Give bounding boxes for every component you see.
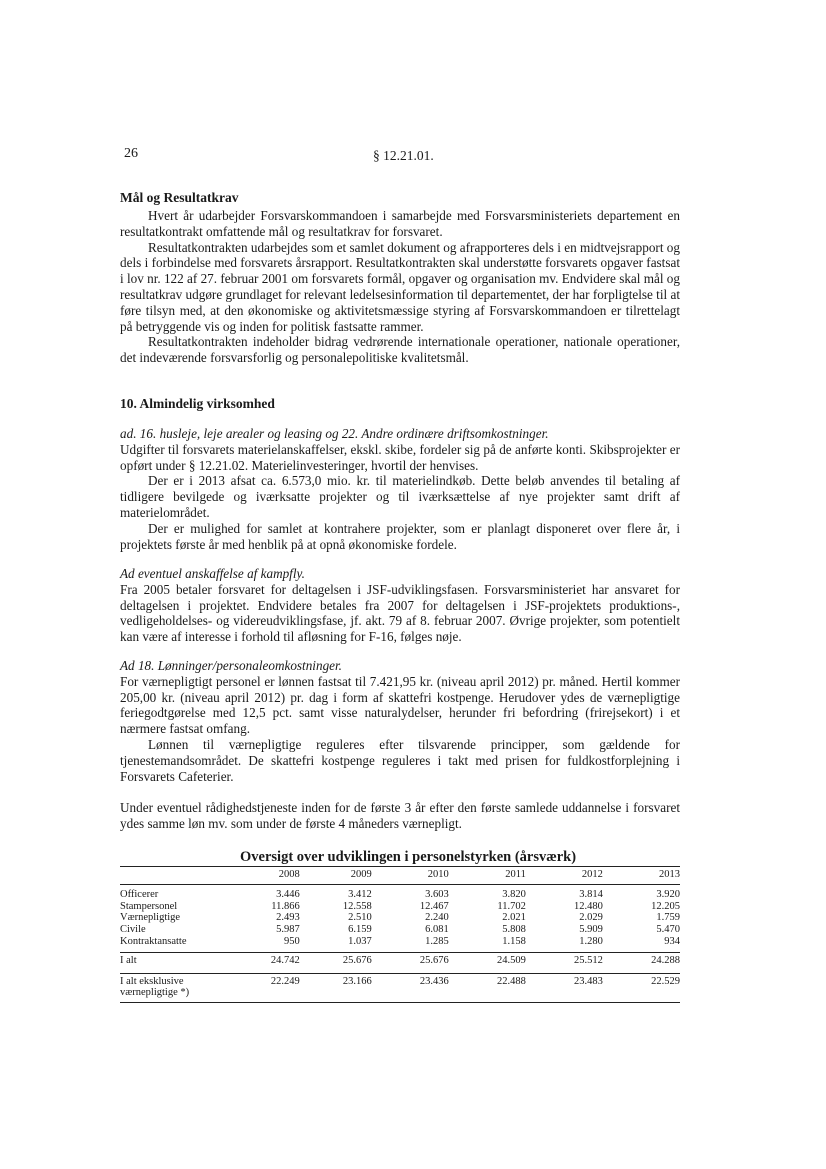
cell: 2.493 (276, 912, 300, 924)
paragraph: Resultatkontrakten indeholder bidrag vedrørende internationale operationer, nationale operationer, det indeværende forsvarsforlig og personalepolitiske kvalitetsmål. (120, 334, 680, 366)
cell: 12.558 (342, 900, 372, 912)
paragraph: For værnepligtigt personel er lønnen fastsat til 7.421,95 kr. (niveau april 2012) pr. måned. Hertil kommer 205,00 kr. (niveau april 2012) pr. dag i form af skattefri kostpenge. Herudover ydes de værnepligtige feriegodtgørelse med 12,5 pct. samt visse naturalydelser, herunder fri befordring (frirejsekort) i et nærmere fastsat omfang. (120, 673, 680, 737)
header-empty (120, 867, 233, 885)
row-label: Civile (120, 924, 146, 936)
cell: 24.742 (233, 952, 300, 973)
cell: 3.920 (656, 888, 680, 900)
cell: 22.249 (233, 973, 300, 1003)
column-header: 2009 (300, 867, 372, 885)
section-ad18 (120, 658, 680, 832)
page-number: 26 (124, 146, 138, 161)
cell: 934 (664, 935, 680, 947)
row-label: Værnepligtige (120, 912, 181, 924)
section-ad16 (120, 426, 680, 552)
row-label: Kontraktansatte (120, 935, 187, 947)
subheading-kampfly: Ad eventuel anskaffelse af kampfly. (120, 566, 305, 581)
cell: 12.205 (651, 900, 680, 912)
cell: 22.529 (603, 973, 680, 1003)
cell: 950 (284, 935, 300, 947)
cell: 5.909 (579, 924, 603, 936)
heading-almindelig-virksomhed: 10. Almindelig virksomhed (120, 396, 275, 411)
cell: 1.759 (656, 912, 680, 924)
cell: 23.483 (526, 973, 603, 1003)
cell: 23.436 (372, 973, 449, 1003)
cell: 25.676 (372, 952, 449, 973)
cell: 12.480 (574, 900, 603, 912)
table-excl-row (120, 973, 680, 1003)
table-row (120, 912, 680, 924)
subheading-ad18: Ad 18. Lønninger/personaleomkostninger. (120, 658, 342, 673)
subheading-ad16: ad. 16. husleje, leje arealer og leasing og 22. Andre ordinære driftsomkostninger. (120, 426, 549, 441)
cell: 5.987 (276, 924, 300, 936)
table-total-row (120, 952, 680, 973)
table-title: Oversigt over udviklingen i personelstyrken (årsværk) (240, 849, 577, 865)
cell: 2.510 (348, 912, 372, 924)
cell: 24.288 (603, 952, 680, 973)
cell: 12.467 (419, 900, 449, 912)
personnel-table (120, 866, 680, 1003)
paragraph: Udgifter til forsvarets materielanskaffelser, ekskl. skibe, fordeler sig på de anførte konti. Skibsprojekter er opført under § 12.21.02. Materielinvesteringer, hvortil der henvises. (120, 441, 680, 473)
column-header: 2011 (449, 867, 526, 885)
cell: 22.488 (449, 973, 526, 1003)
table-row (120, 884, 680, 900)
column-header: 2008 (233, 867, 300, 885)
cell: 3.412 (348, 888, 372, 900)
cell: 3.820 (502, 888, 526, 900)
cell: 11.866 (271, 900, 300, 912)
column-header: 2012 (526, 867, 603, 885)
cell: 5.808 (502, 924, 526, 936)
cell: 5.470 (656, 924, 680, 936)
row-label: Officerer (120, 888, 159, 900)
table-row (120, 924, 680, 936)
table-row (120, 901, 680, 913)
row-label-line: I alt eksklusive (120, 975, 184, 987)
cell: 25.512 (526, 952, 603, 973)
row-label-line: værnepligtige *) (120, 987, 190, 999)
heading-maal-og-resultatkrav: Mål og Resultatkrav (120, 190, 239, 205)
table-row (120, 936, 680, 952)
row-label: I alt (120, 952, 233, 973)
paragraph: Under eventuel rådighedstjeneste inden for de første 3 år efter den første samlede uddannelse i forsvaret ydes samme løn mv. som under de første 4 måneders værnepligt. (120, 800, 680, 832)
cell: 3.446 (276, 888, 300, 900)
cell: 24.509 (449, 952, 526, 973)
section-maal-body (120, 208, 680, 366)
section-kampfly (120, 566, 680, 645)
table-header-row (120, 867, 680, 885)
paragraph: Resultatkontrakten udarbejdes som et samlet dokument og afrapporteres dels i en midtvejsrapport og dels i forbindelse med forsvarets årsrapport. Resultatkontrakten skal understøtte forsvarets opgaver fastsat i lov nr. 122 af 27. februar 2001 om forsvarets formål, opgaver og organisation mv. Endvidere skal mål og resultatkrav udgøre grundlaget for relevant ledelsesinformation til departementet, der har forpligtelse til at føre tilsyn med, at den økonomiske og aktivitetsmæssige styring af Forsvarskommandoen er tilrettelagt på betryggende vis og inden for politisk fastsatte rammer. (120, 239, 680, 334)
cell: 6.081 (425, 924, 449, 936)
paragraph: Der er i 2013 afsat ca. 6.573,0 mio. kr. til materielindkøb. Dette beløb anvendes til betaling af tidligere bevilgede og iværksatte projekter og til iværksættelse af nye projekter samt drift af materielområdet. (120, 473, 680, 520)
cell: 3.603 (425, 888, 449, 900)
cell: 11.702 (497, 900, 526, 912)
cell: 2.240 (425, 912, 449, 924)
cell: 1.280 (579, 935, 603, 947)
paragraph: Hvert år udarbejder Forsvarskommandoen i samarbejde med Forsvarsministeriets departement en resultatkontrakt omfattende mål og resultatkrav for forsvaret. (120, 208, 680, 239)
cell: 6.159 (348, 924, 372, 936)
paragraph: Lønnen til værnepligtige reguleres efter tilsvarende principper, som gældende for tjenestemandsområdet. De skattefri kostpenge reguleres i takt med prisen for fuldkostforplejning i Forsvarets Cafeterier. (120, 736, 680, 784)
cell: 1.285 (425, 935, 449, 947)
column-header: 2013 (603, 867, 680, 885)
cell: 3.814 (579, 888, 603, 900)
section-number: § 12.21.01. (373, 148, 434, 163)
paragraph: Fra 2005 betaler forsvaret for deltagelsen i JSF-udviklingsfasen. Forsvarsministeriet har ansvaret for deltagelsen i projektet. Endvidere betales fra 2007 for deltagelsen i JSF-projektets produktions-, vedligeholdelses- og videreudviklingsfase, jf. akt. 79 af 8. februar 2007. Øvrige projekter, som potentielt kan være af interesse i forhold til afløsning for F-16, følges nøje. (120, 581, 680, 645)
cell: 1.037 (348, 935, 372, 947)
cell: 2.021 (502, 912, 526, 924)
cell: 25.676 (300, 952, 372, 973)
row-label: Stampersonel (120, 900, 178, 912)
cell: 23.166 (300, 973, 372, 1003)
row-label (120, 973, 233, 1003)
paragraph: Der er mulighed for samlet at kontrahere projekter, som er planlagt disponeret over flere år, i projektets første år med henblik på at opnå økonomiske fordele. (120, 520, 680, 552)
column-header: 2010 (372, 867, 449, 885)
cell: 2.029 (579, 912, 603, 924)
cell: 1.158 (502, 935, 526, 947)
